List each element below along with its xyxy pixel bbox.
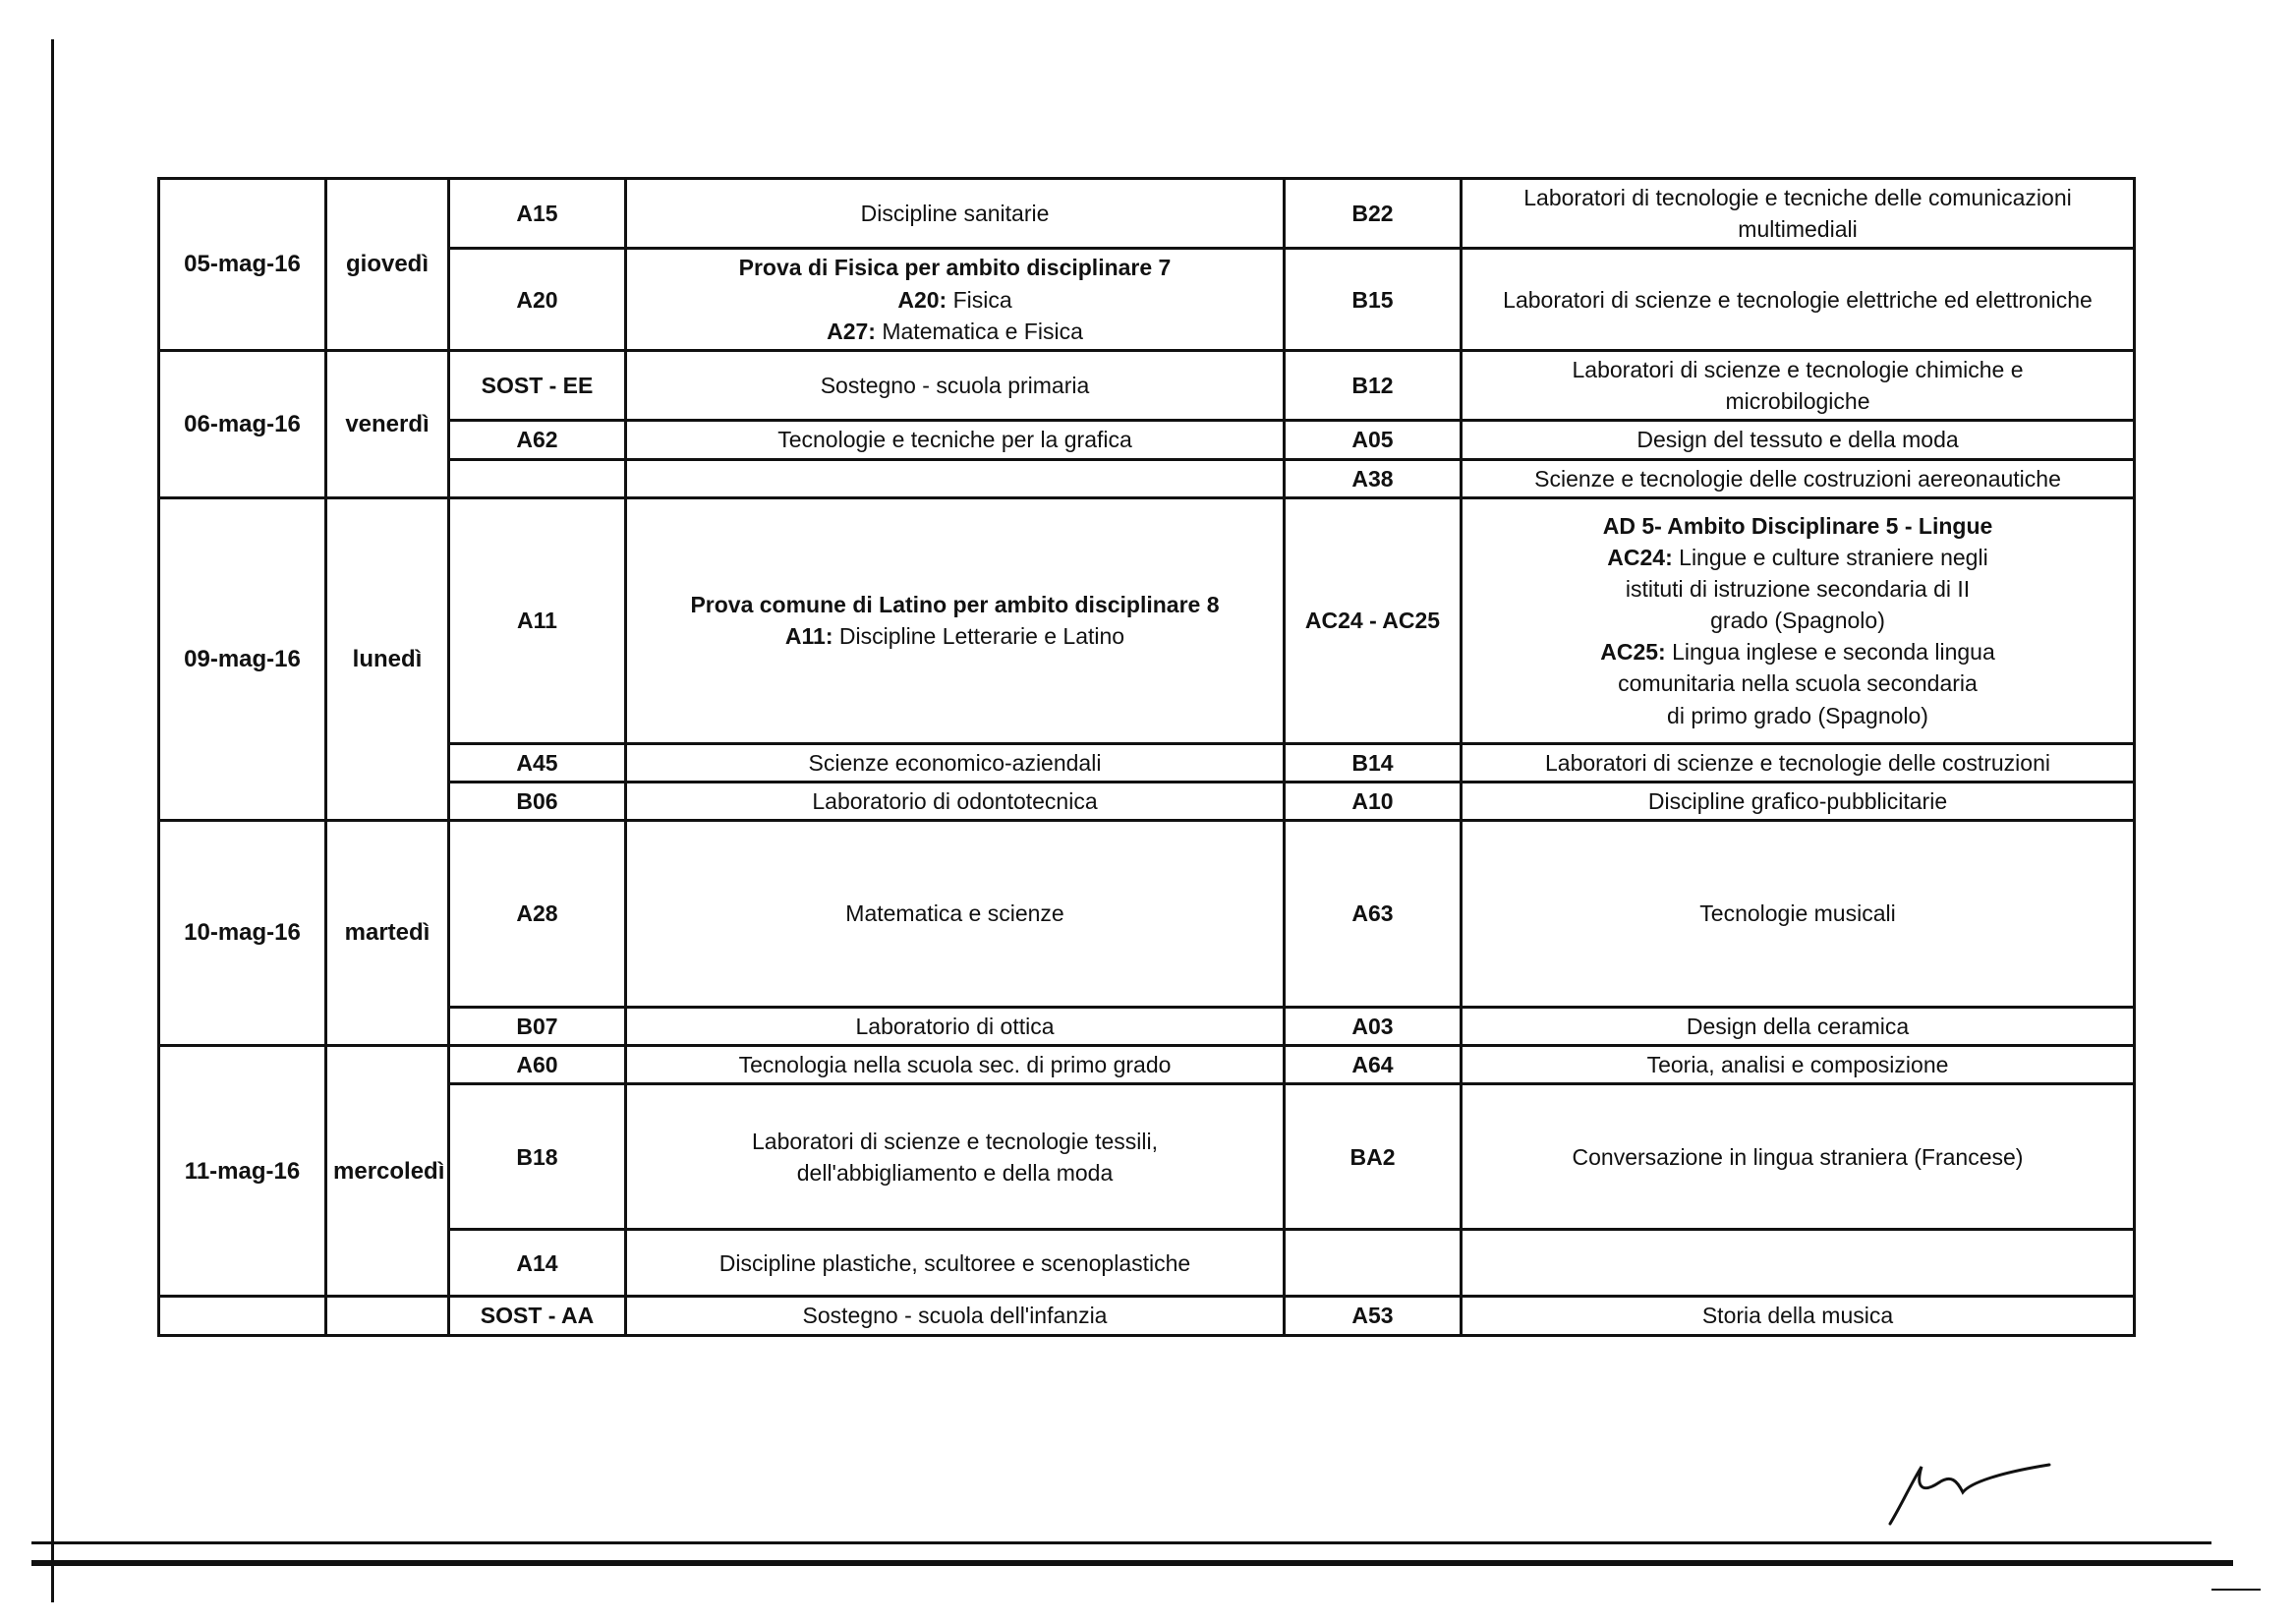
subject-cell xyxy=(1462,1008,2135,1046)
subject-cell xyxy=(626,1008,1285,1046)
footer-rule-end xyxy=(2211,1589,2261,1591)
class-code-cell: A53 xyxy=(1285,1297,1462,1335)
subject-line: Tecnologia nella scuola sec. di primo grado xyxy=(738,1052,1172,1078)
subject-line: Laboratori di scienze e tecnologie delle costruzioni xyxy=(1545,749,2050,776)
subject-cell xyxy=(1462,1297,2135,1335)
subject-line: Storia della musica xyxy=(1701,1303,1894,1329)
subject-line: Tecnologie musicali xyxy=(1699,900,1896,927)
class-code-cell xyxy=(449,459,626,497)
subject-line: comunitaria nella scuola secondaria xyxy=(1618,670,1978,697)
footer-rule-thick xyxy=(31,1560,2233,1566)
class-code-cell: A28 xyxy=(449,821,626,1008)
table-row xyxy=(159,497,2135,743)
subject-cell xyxy=(1462,249,2135,351)
class-code-cell: A38 xyxy=(1285,459,1462,497)
schedule-body xyxy=(159,179,2135,1336)
subject-cell xyxy=(626,421,1285,459)
table-row xyxy=(159,1046,2135,1084)
subject-line: microbilogiche xyxy=(1725,388,1870,415)
signature-mark xyxy=(1882,1453,2059,1532)
subject-cell xyxy=(1462,179,2135,249)
class-code-cell: B22 xyxy=(1285,179,1462,249)
subject-line: Tecnologie e tecniche per la grafica xyxy=(777,427,1132,453)
subject-line: dell'abbigliamento e della moda xyxy=(796,1159,1114,1186)
scan-edge-line xyxy=(51,39,54,1602)
table-row xyxy=(159,743,2135,782)
subject-cell xyxy=(1462,1046,2135,1084)
subject-line: Laboratori di scienze e tecnologie elettriche ed elettroniche xyxy=(1503,286,2093,313)
subject-line: di primo grado (Spagnolo) xyxy=(1667,702,1928,728)
empty-weekday-cell xyxy=(326,1297,449,1335)
class-code-cell: SOST - AA xyxy=(449,1297,626,1335)
subject-cell xyxy=(626,249,1285,351)
subject-cell xyxy=(626,1230,1285,1297)
subject-line: AD 5- Ambito Disciplinare 5 - Lingue xyxy=(1602,512,1993,539)
table-row xyxy=(159,421,2135,459)
weekday-cell: lunedì xyxy=(326,497,449,820)
class-code-cell: A15 xyxy=(449,179,626,249)
weekday-cell: martedì xyxy=(326,821,449,1046)
date-cell: 10-mag-16 xyxy=(159,821,326,1046)
subject-cell xyxy=(1462,1084,2135,1230)
subject-line: Discipline sanitarie xyxy=(860,201,1050,227)
subject-line: A27: Matematica e Fisica xyxy=(827,318,1083,344)
class-code-cell xyxy=(1285,1230,1462,1297)
class-code-cell: A05 xyxy=(1285,421,1462,459)
subject-line: Scienze economico-aziendali xyxy=(808,749,1102,776)
weekday-cell: mercoledì xyxy=(326,1046,449,1297)
subject-cell xyxy=(1462,497,2135,743)
subject-line: Sostegno - scuola dell'infanzia xyxy=(802,1303,1108,1329)
class-code-cell: A03 xyxy=(1285,1008,1462,1046)
class-code-cell: B06 xyxy=(449,782,626,820)
subject-line: AC24: Lingue e culture straniere negli xyxy=(1607,544,1988,570)
subject-line: Discipline grafico-pubblicitarie xyxy=(1647,787,1948,814)
subject-cell xyxy=(626,1084,1285,1230)
subject-cell xyxy=(1462,1230,2135,1297)
table-row xyxy=(159,1230,2135,1297)
subject-cell xyxy=(626,350,1285,420)
subject-line: A20: Fisica xyxy=(897,286,1012,313)
subject-cell xyxy=(1462,459,2135,497)
subject-cell xyxy=(1462,421,2135,459)
subject-line: multimediali xyxy=(1738,216,1858,243)
subject-cell xyxy=(1462,782,2135,820)
subject-line: Teoria, analisi e composizione xyxy=(1646,1052,1949,1078)
subject-line: Conversazione in lingua straniera (Francese) xyxy=(1572,1143,2024,1170)
class-code-cell: A63 xyxy=(1285,821,1462,1008)
class-code-cell: A60 xyxy=(449,1046,626,1084)
class-code-cell: B15 xyxy=(1285,249,1462,351)
class-code-cell: A14 xyxy=(449,1230,626,1297)
class-code-cell: B14 xyxy=(1285,743,1462,782)
table-row xyxy=(159,350,2135,420)
subject-cell xyxy=(1462,350,2135,420)
subject-line: Laboratorio di ottica xyxy=(855,1014,1055,1040)
subject-line: Prova di Fisica per ambito disciplinare 7 xyxy=(738,255,1172,281)
class-code-cell: B07 xyxy=(449,1008,626,1046)
subject-line: istituti di istruzione secondaria di II xyxy=(1625,575,1971,602)
class-code-cell: B18 xyxy=(449,1084,626,1230)
date-cell: 05-mag-16 xyxy=(159,179,326,351)
table-row xyxy=(159,782,2135,820)
class-code-cell: A10 xyxy=(1285,782,1462,820)
table-row xyxy=(159,1008,2135,1046)
subject-line: Laboratori di tecnologie e tecniche delle comunicazioni xyxy=(1523,185,2072,210)
subject-cell xyxy=(626,743,1285,782)
subject-line: AC25: Lingua inglese e seconda lingua xyxy=(1600,639,1995,666)
subject-cell xyxy=(626,782,1285,820)
class-code-cell: AC24 - AC25 xyxy=(1285,497,1462,743)
subject-cell xyxy=(626,1046,1285,1084)
subject-line: Matematica e scienze xyxy=(845,900,1064,927)
subject-cell xyxy=(626,179,1285,249)
table-row xyxy=(159,1297,2135,1335)
subject-line: Laboratorio di odontotecnica xyxy=(812,787,1098,814)
table-row xyxy=(159,1084,2135,1230)
subject-cell xyxy=(1462,743,2135,782)
subject-line: Prova comune di Latino per ambito disciplinare 8 xyxy=(690,592,1220,617)
subject-cell xyxy=(626,497,1285,743)
subject-line: Design del tessuto e della moda xyxy=(1636,427,1959,453)
class-code-cell: SOST - EE xyxy=(449,350,626,420)
subject-line: Laboratori di scienze e tecnologie tessili, xyxy=(752,1128,1158,1154)
table-row xyxy=(159,179,2135,249)
subject-line: Discipline plastiche, scultoree e scenoplastiche xyxy=(718,1249,1191,1276)
date-cell: 06-mag-16 xyxy=(159,350,326,497)
table-row xyxy=(159,821,2135,1008)
date-cell: 11-mag-16 xyxy=(159,1046,326,1297)
class-code-cell: A11 xyxy=(449,497,626,743)
date-cell: 09-mag-16 xyxy=(159,497,326,820)
subject-cell xyxy=(1462,821,2135,1008)
subject-line: Sostegno - scuola primaria xyxy=(820,373,1090,399)
class-code-cell: A45 xyxy=(449,743,626,782)
table-row xyxy=(159,459,2135,497)
empty-date-cell xyxy=(159,1297,326,1335)
subject-line: A11: Discipline Letterarie e Latino xyxy=(784,623,1125,650)
exam-schedule-table xyxy=(157,177,2136,1337)
weekday-cell: venerdì xyxy=(326,350,449,497)
class-code-cell: B12 xyxy=(1285,350,1462,420)
table-row xyxy=(159,249,2135,351)
class-code-cell: A62 xyxy=(449,421,626,459)
footer-rule xyxy=(31,1541,2211,1544)
subject-cell xyxy=(626,459,1285,497)
class-code-cell: BA2 xyxy=(1285,1084,1462,1230)
subject-line: grado (Spagnolo) xyxy=(1710,608,1885,634)
class-code-cell: A20 xyxy=(449,249,626,351)
subject-cell xyxy=(626,1297,1285,1335)
subject-cell xyxy=(626,821,1285,1008)
subject-line: Laboratori di scienze e tecnologie chimiche e xyxy=(1572,356,2024,382)
weekday-cell: giovedì xyxy=(326,179,449,351)
subject-line: Scienze e tecnologie delle costruzioni aereonautiche xyxy=(1534,465,2061,492)
subject-line: Design della ceramica xyxy=(1686,1014,1910,1040)
class-code-cell: A64 xyxy=(1285,1046,1462,1084)
